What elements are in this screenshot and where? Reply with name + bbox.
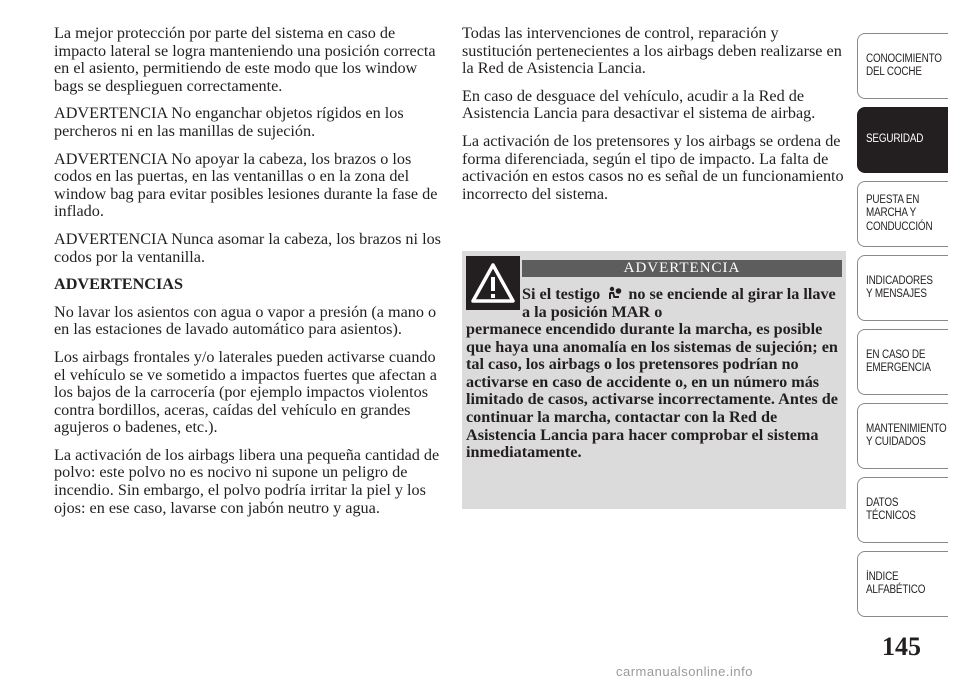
paragraph-side-protection: La mejor protección por parte del sistema en caso de impacto lateral se logra manteniendo una posición correcta en el asiento, permitiendo de este modo que los window bags se desplieguen correctamente. — [54, 24, 436, 95]
paragraph-warning-hooks: ADVERTENCIA No enganchar objetos rígidos en los percheros ni en las manillas de sujeción. — [54, 104, 404, 140]
warning-lead-text — [522, 286, 842, 321]
warning-lead-after: no se enciende al girar la llave a la posición MAR o — [522, 285, 836, 321]
warning-body-text: permanece encendido durante la marcha, es posible que haya una anomalía en los sistemas de sujeción; en tal caso, los airbags o los pretensores podrían no activarse en caso de accidente o, en un número más limitado de casos, activarse incorrectamente. Antes de continuar la marcha, contactar con la Red de Asistencia Lancia para hacer comprobar el sistema inmediatamente. — [466, 320, 838, 462]
section-heading-advertencias: ADVERTENCIAS — [54, 275, 183, 294]
tab-indicadores-y-mensajes[interactable] — [857, 255, 948, 321]
tab-seguridad[interactable] — [857, 107, 948, 173]
tab-label: PUESTA EN MARCHA Y CONDUCCIÓN — [866, 193, 933, 233]
tab-puesta-en-marcha[interactable] — [857, 181, 948, 247]
paragraph-service-network: Todas las intervenciones de control, reparación y sustitución pertenecientes a los airbags deben realizarse en la Red de Asistencia Lancia. — [462, 24, 842, 78]
paragraph-warning-window: ADVERTENCIA Nunca asomar la cabeza, los brazos ni los codos por la ventanilla. — [54, 229, 441, 266]
paragraph-seat-washing: No lavar los asientos con agua o vapor a presión (a mano o en las estaciones de lavado automático para asientos). — [54, 302, 437, 339]
tab-indice-alfabetico[interactable] — [857, 551, 948, 617]
tab-label: INDICADORES Y MENSAJES — [866, 274, 933, 300]
left-text-column — [54, 25, 444, 527]
paragraph-airbag-dust: La activación de los airbags libera una pequeña cantidad de polvo: este polvo no es nocivo ni supone un peligro de incendio. Sin embargo, el polvo podría irritar la piel y los ojos: en ese caso, lavarse con jabón neutro y agua. — [54, 445, 440, 517]
warning-title: ADVERTENCIA — [522, 260, 842, 277]
tab-en-caso-de-emergencia[interactable] — [857, 329, 948, 395]
watermark-text: carmanualsonline.info — [616, 664, 753, 679]
tab-label: MANTENIMIENTO Y CUIDADOS — [866, 422, 947, 448]
paragraph-pretensioner-activation: La activación de los pretensores y los airbags se ordena de forma diferenciada, según el tipo de impacto. La falta de activación en estos casos no es señal de un funcionamiento incorrecto del sistema. — [462, 131, 844, 203]
tab-label: DATOS TÉCNICOS — [866, 496, 916, 522]
airbag-warning-light-icon — [606, 286, 622, 301]
tab-conocimiento-del-coche[interactable] — [857, 33, 948, 99]
tab-mantenimiento-y-cuidados[interactable] — [857, 403, 948, 469]
tab-datos-tecnicos[interactable] — [857, 477, 948, 543]
warning-lead-before: Si el testigo — [522, 285, 601, 303]
warning-triangle-icon — [466, 256, 520, 310]
paragraph-warning-head-arms: ADVERTENCIA No apoyar la cabeza, los brazos o los codos en las puertas, en las ventanillas o en la zona del window bag para evitar posibles lesiones durante la fase de inflado. — [54, 149, 438, 221]
tab-label: SEGURIDAD — [866, 133, 924, 146]
paragraph-scrapping: En caso de desguace del vehículo, acudir a la Red de Asistencia Lancia para desactivar el sistema de airbag. — [462, 86, 816, 123]
tab-label: CONOCIMIENTO DEL COCHE — [866, 52, 942, 78]
tab-label: EN CASO DE EMERGENCIA — [866, 348, 931, 374]
paragraph-airbag-activation: Los airbags frontales y/o laterales pueden activarse cuando el vehículo se ve sometido a impactos fuertes que afectan a los bajos de la carrocería (por ejemplo impactos violentos contra bordillos, aceras, caídas del vehículo en grandes agujeros o badenes, etc.). — [54, 347, 437, 437]
page-number: 145 — [882, 632, 921, 661]
tab-label: ÍNDICE ALFABÉTICO — [866, 570, 926, 596]
right-text-column — [462, 25, 850, 213]
